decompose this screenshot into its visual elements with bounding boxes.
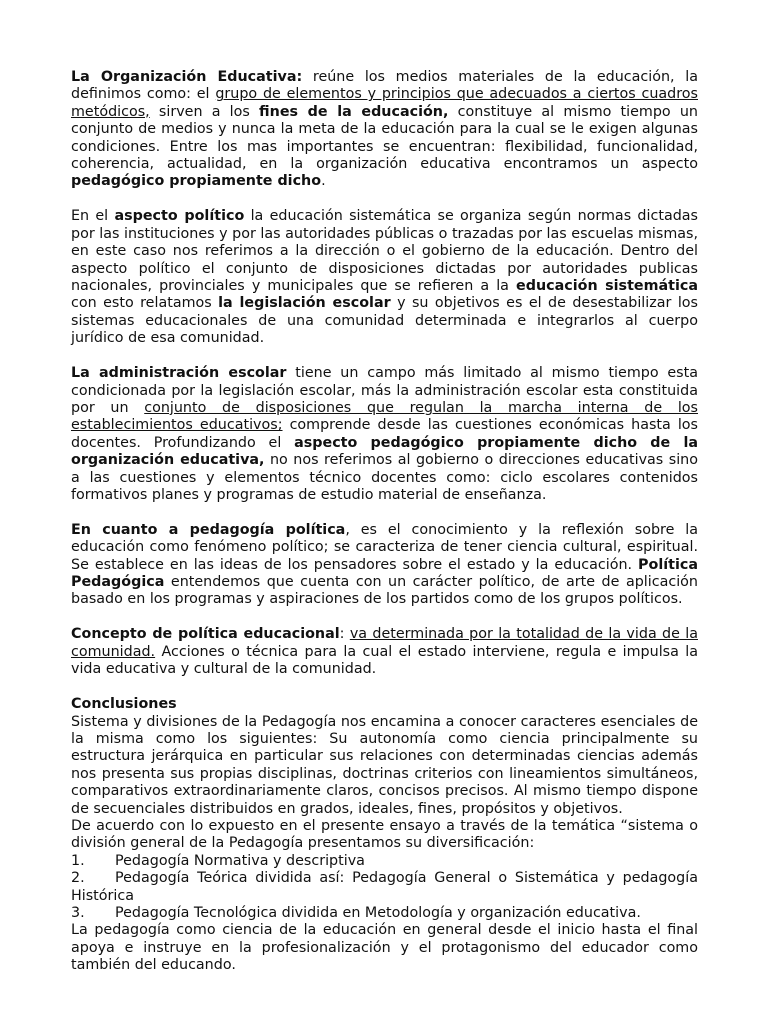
list-text: Pedagogía Tecnológica dividida en Metodología y organización educativa. xyxy=(115,904,641,921)
section-heading xyxy=(71,696,698,713)
list-item-line xyxy=(71,870,698,905)
conclusions-paragraph: Sistema y divisiones de la Pedagogía nos encamina a conocer caracteres esenciales de la misma como los siguientes: Su autonomía como ciencia principalmente su estructura jerárquica en particular sus relaciones con determinadas ciencias además nos presenta sus propias disciplinas, doctrinas criterios con lineamientos simultáneos, comparativos extraordinariamente claros, concisos precisos. Al mismo tiempo dispone de secuenciales distribuidos en grados, ideales, fines, propósitos y objetivos. xyxy=(71,713,698,817)
text-run: entendemos que cuenta con un carácter político, de arte de aplicación basado en los programas y aspiraciones de los partidos como de los grupos políticos. xyxy=(71,574,698,608)
text-run: En el xyxy=(71,208,115,225)
paragraph-administracion-escolar xyxy=(71,365,698,504)
list-text: Pedagogía Normativa y descriptiva xyxy=(115,852,365,869)
conclusions-section xyxy=(71,696,698,975)
conclusions-paragraph: La pedagogía como ciencia de la educación en general desde el inicio hasta el final apoya e instruye en la profesionalización y el protagonismo del educador como también del educando. xyxy=(71,922,698,974)
term-administracion-escolar: La administración escolar xyxy=(71,365,287,382)
document-body xyxy=(71,69,698,975)
text-run: comprende desde las cuestiones económicas hasta los docentes. Profundizando el xyxy=(71,417,698,451)
list-item xyxy=(71,870,698,905)
term-pedagogia-politica: En cuanto a pedagogía política xyxy=(71,521,346,538)
term-politica-educacional: Concepto de política educacional xyxy=(71,626,340,643)
text-run: constituye al mismo tiempo un conjunto de medios y nunca la meta de la educación para la cual se le exigen algunas condiciones. Entre los mas importantes se encuentran: flexibilidad, funcionalidad, coherencia, actualidad, en la organización educativa encontramos un aspecto xyxy=(71,103,698,173)
list-item xyxy=(71,853,698,870)
list-text: Pedagogía Teórica dividida así: Pedagogía General o Sistemática y pedagogía Histórica xyxy=(71,870,698,904)
term-fines-educacion: fines de la educación, xyxy=(259,103,449,120)
term-politica-pedagogica: Política Pedagógica xyxy=(71,556,698,591)
underlined-definition: grupo de elementos y principios que adecuados a ciertos cuadros metódicos, xyxy=(71,86,698,120)
underlined-definition: conjunto de disposiciones que regulan la marcha interna de los establecimientos educativos; xyxy=(71,399,698,434)
term-educacion-sistematica: educación sistemática xyxy=(516,277,699,294)
list-number: 3. xyxy=(71,904,85,921)
conclusions-heading: Conclusiones xyxy=(71,696,177,713)
text-run: . xyxy=(321,173,326,190)
paragraph-pedagogia-politica xyxy=(71,522,698,609)
term-aspecto-pedagogico: aspecto pedagógico propiamente dicho de la organización educativa, xyxy=(71,434,699,469)
paragraph-politica-educacional xyxy=(71,626,698,678)
underlined-definition: va determinada por la totalidad de la vida de la comunidad. xyxy=(71,626,698,660)
text-run: sirven a los xyxy=(149,103,260,120)
term-organizacion-educativa: La Organización Educativa: xyxy=(71,69,303,85)
term-aspecto-politico: aspecto político xyxy=(114,208,245,225)
text-run: no nos referimos al gobierno o direcciones educativas sino a las cuestiones y elementos técnico docentes como: ciclo escolares contenidos formativos planes y programas de estudio material de enseñanza. xyxy=(71,452,698,503)
text-run: : xyxy=(339,626,350,643)
text-run: y su objetivos es el de desestabilizar los sistemas educacionales de una comunidad determinada e integrarlos al cuerpo jurídico de esa comunidad. xyxy=(71,295,698,347)
list-item xyxy=(71,905,698,922)
paragraph-organizacion-educativa xyxy=(71,69,698,191)
conclusions-paragraph: De acuerdo con lo expuesto en el presente ensayo a través de la temática “sistema o división general de la Pedagogía presentamos su diversificación: xyxy=(71,817,698,852)
list-number: 1. xyxy=(71,852,85,869)
paragraph-aspecto-politico xyxy=(71,208,698,347)
text-run: , es el conocimiento y la reflexión sobre la educación como fenómeno político; se caracteriza de tener ciencia cultural, espiritual. Se establece en las ideas de los pensadores sobre el estado y la educación. xyxy=(71,521,698,573)
term-pedagogico: pedagógico propiamente dicho xyxy=(71,173,322,190)
text-run: la educación sistemática se organiza según normas dictadas por las instituciones y por las autoridades públicas o trazadas por las escuelas mismas, en este caso nos referimos a la dirección o el gobierno de la educación. Dentro del aspecto político el conjunto de disposiciones dictadas por autoridades publicas nacionales, provinciales y municipales que se refieren a la xyxy=(71,208,698,294)
text-run: Acciones o técnica para la cual el estado interviene, regula e impulsa la vida educativa y cultural de la comunidad. xyxy=(71,643,698,678)
term-legislacion-escolar: la legislación escolar xyxy=(218,295,391,312)
text-run: reúne los medios materiales de la educación, la definimos como: el xyxy=(71,69,698,103)
list-number: 2. xyxy=(71,870,85,887)
text-run: tiene un campo más limitado al mismo tiempo esta condicionada por la legislación escolar, más la administración escolar esta constituida por un xyxy=(71,365,698,416)
text-run: con esto relatamos xyxy=(71,295,219,312)
